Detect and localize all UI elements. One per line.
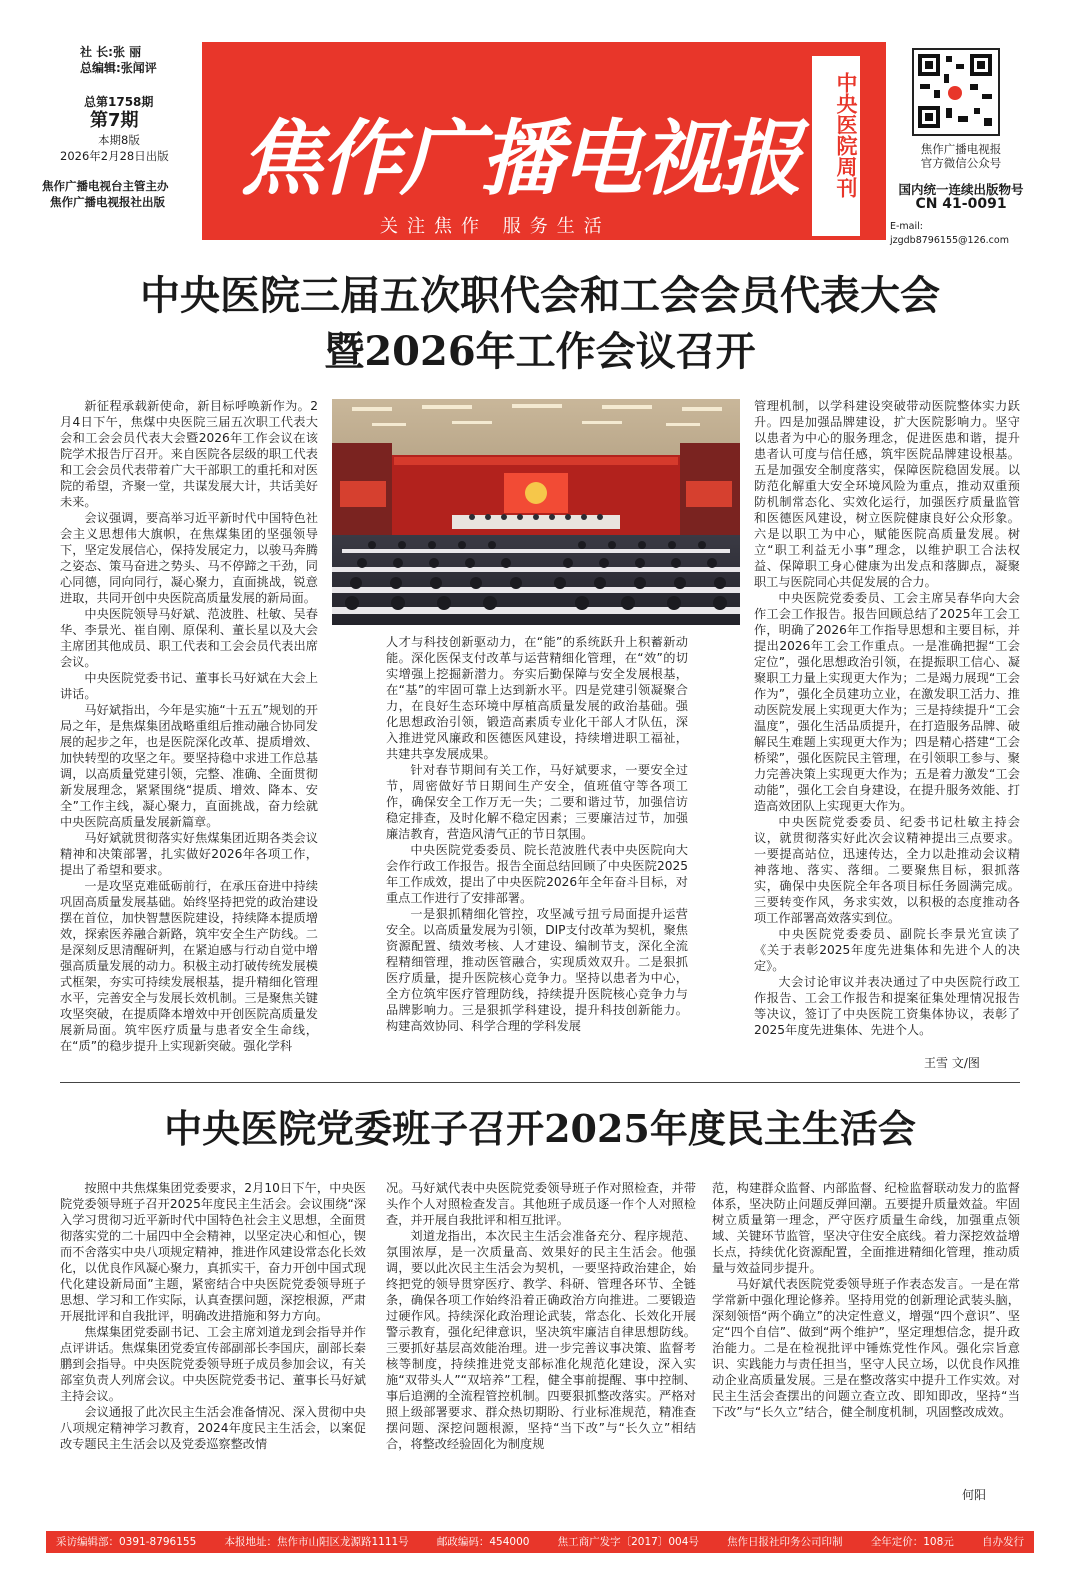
publish-date: 2026年2月28日出版 [60, 149, 169, 163]
article2-title: 中央医院党委班子召开2025年度民主生活会 [164, 1106, 916, 1151]
footer-price: 全年定价：108元 [870, 1536, 954, 1548]
wechat-label-2: 官方微信公众号 [920, 156, 1002, 170]
paragraph: 刘道龙指出，本次民主生活会准备充分、程序规范、氛围浓厚，是一次质量高、效果好的民主生活会。他强调，要以此次民主生活会为契机，一要坚持政治建企，始终把党的领导贯穿医疗、教学、科研、管理各环节、全链条，确保各项工作始终沿着正确政治方向推进。二要锻造过硬作风。持续深化政治理论武装，常态化、长效化开展警示教育，强化纪律意识，坚决筑牢廉洁自律思想防线。三要抓好基层高效能治理。进一步完善议事决策、监督考核等制度，持续推进党支部标准化规范化建设，深入实施“双带头人”“双培养”工程，健全事前提醒、事中控制、事后追溯的全流程管控机制。四要狠抓整改落实。严格对照上级部署要求、群众热切期盼、行业标准规范，精准查摆问题、深挖问题根源，坚持“当下改”与“长久立”相结合，将整改经验固化为制度规 [386, 1229, 696, 1451]
paragraph: 一是狠抓精细化管控，攻坚减亏扭亏局面提升运营安全。以高质量发展为引领，DIP支付改革为契机，聚焦资源配置、绩效考核、人才建设、编制节支，深化全流程精细管理，推动医管融合，实现质效双升。二是狠抓医疗质量，提升医院核心竞争力。坚持以患者为中心，全方位筑牢医疗管理防线，持续提升医院核心竞争力与品牌影响力。三是狠抓学科建设，提升科技创新能力。构建高效协同、科学合理的学科发展 [386, 907, 688, 1033]
footer-distribution: 自办发行 [981, 1536, 1024, 1548]
paragraph: 管理机制，以学科建设突破带动医院整体实力跃升。四是加强品牌建设，扩大医院影响力。坚守以患者为中心的服务理念，促进医患和谐，提升患者认可度与信任感，筑牢医院品牌建设根基。五是加强安全制度落实，保障医院稳固发展。以防范化解重大安全环境风险为重点，推动双重预防机制常态化、实效化运行，加强医疗质量监管和医德医风建设，树立医院健康良好公众形象。六是以职工为中心，赋能医院高质量发展。树立“职工利益无小事”理念，以维护职工合法权益、保障职工身心健康为出发点和落脚点，凝聚职工与医院同心共促发展的合力。 [754, 399, 1020, 589]
masthead-right-info [886, 142, 1036, 248]
paragraph: 新征程承载新使命，新目标呼唤新作为。2月4日下午，焦煤中央医院三届五次职工代表大会和工会会员代表大会暨2026年工作会议在该院学术报告厅召开。来自医院各层级的职工代表和工会会员代表带着广大干部职工的重托和对医院的希望，齐聚一堂，共谋发展大计，共话美好未来。 [60, 399, 318, 509]
article1-byline: 王雪 文/图 [924, 1056, 980, 1070]
paragraph: 马好斌指出，今年是实施“十五五”规划的开局之年，是焦煤集团战略重组后推动融合协同发展的起步之年，也是医院深化改革、提质增效、加快转型的攻坚之年。要坚持稳中求进工作总基调，以高质量党建引领，完整、准确、全面贯彻新发展理念，紧紧围绕“提质、增效、降本、安全”工作主线，凝心聚力，直面挑战，奋力绘就中央医院高质量发展新篇章。 [60, 703, 318, 829]
article2-column-1 [60, 1180, 366, 1484]
slogan: 关注焦作 服务生活 [380, 216, 611, 237]
sponsor: 焦作广播电视台主管主办 [42, 179, 169, 193]
footer-address: 本报地址：焦作市山阳区龙源路1111号 [224, 1536, 409, 1548]
paragraph: 中央医院党委委员、院长范波胜代表中央医院向大会作行政工作报告。报告全面总结回顾了中央医院2025年工作成效，提出了中央医院2026年全年奋斗目标，对重点工作进行了安排部署。 [386, 843, 688, 905]
footer-bar [46, 1531, 1034, 1553]
issue-number: 第7期 [90, 110, 139, 131]
page-count: 本期8版 [98, 133, 140, 147]
article1-title-line1: 中央医院三届五次职代会和工会会员代表大会 [140, 272, 940, 319]
article1-column-2 [386, 634, 688, 1072]
conference-photo [332, 399, 740, 625]
paragraph: 焦煤集团党委副书记、工会主席刘道龙到会指导并作点评讲话。焦煤集团党委宣传部副部长李国庆，副部长秦鹏到会指导。中央医院党委领导班子成员参加会议，有关部室负责人列席会议。中央医院党委书记、董事长马好斌主持会议。 [60, 1325, 366, 1403]
paragraph: 中央医院党委委员、副院长李景光宣读了《关于表彰2025年度先进集体和先进个人的决定》。 [754, 927, 1020, 973]
paper-name: 焦作广播电视报 [240, 111, 800, 207]
paragraph: 针对春节期间有关工作，马好斌要求，一要安全过节，周密做好节日期间生产安全，值班值守等各项工作，确保安全工作万无一失；二要和谐过节，加强信访稳定排查，及时化解不稳定因素；三要廉洁过节，加强廉洁教育，营造风清气正的节日氛围。 [386, 763, 688, 841]
paragraph: 一是攻坚克难砥砺前行，在承压奋进中持续巩固高质量发展基础。始终坚持把党的政治建设摆在首位，加快智慧医院建设，持续降本提质增效，探索医养融合新路，筑牢安全生产防线。二是深刻反思清醒研判，在紧迫感与行动自觉中增强高质量发展的动力。积极主动打破传统发展模式框架，夯实可持续发展根基，提升精细化管理水平，完善安全与发展长效机制。三是聚焦关键攻坚突破，在提质降本增效中开创医院高质量发展新局面。筑牢医疗质量与患者安全生命线，在“质”的稳步提升上实现新突破。强化学科 [60, 879, 318, 1053]
paragraph: 马好斌代表医院党委领导班子作表态发言。一是在常学常新中强化理论修养。坚持用党的创新理论武装头脑，深刻领悟“两个确立”的决定性意义，增强“四个意识”、坚定“四个自信”、做到“两个维护”，坚定理想信念，提升政治能力。二是在检视批评中锤炼党性作风。强化宗旨意识、实践能力与责任担当，坚守人民立场，以优良作风推动企业高质量发展。三是在整改落实中提升工作实效。对民主生活会查摆出的问题立查立改、即知即改，坚持“当下改”与“长久立”结合，健全制度机制，巩固整改成效。 [712, 1277, 1020, 1419]
footer-phone: 采访编辑部：0391-8796155 [56, 1536, 197, 1548]
wechat-label-1: 焦作广播电视报 [920, 142, 1002, 156]
paragraph: 人才与科技创新驱动力，在“能”的系统跃升上积蓄新动能。深化医保支付改革与运营精细化管理，在“效”的切实增强上挖掘新潜力。夯实后勤保障与安全发展根基，在“基”的牢固可靠上达到新水平。四是党建引领凝聚合力，在良好生态环境中厚植高质量发展的政治基础。强化思想政治引领，锻造高素质专业化干部人才队伍，深入推进党风廉政和医德医风建设，持续增进职工福祉，共建共享发展成果。 [386, 635, 688, 761]
footer-license: 焦工商广发字〔2017〕004号 [557, 1536, 699, 1548]
footer-printer: 焦作日报社印务公司印制 [727, 1536, 843, 1548]
masthead-banner [202, 42, 886, 240]
paragraph: 大会讨论审议并表决通过了中央医院行政工作报告、工会工作报告和提案征集处理情况报告等决议，签订了中央医院工资集体协议，表彰了2025年度先进集体、先进个人。 [754, 975, 1020, 1037]
paragraph: 中央医院领导马好斌、范波胜、杜敏、吴春华、李景光、崔自刚、原保利、董长星以及大会主席团其他成员、职工代表和工会会员代表出席会议。 [60, 607, 318, 669]
article2-column-2 [386, 1180, 696, 1484]
paragraph: 中央医院党委书记、董事长马好斌在大会上讲话。 [60, 671, 318, 701]
chief-editor: 总编辑:张闻评 [80, 61, 157, 75]
article1-title-line2: 暨2026年工作会议召开 [324, 328, 756, 375]
paragraph: 马好斌就贯彻落实好焦煤集团近期各类会议精神和决策部署，扎实做好2026年各项工作，提出了希望和要求。 [60, 831, 318, 877]
paragraph: 会议通报了此次民主生活会准备情况、深入贯彻中央八项规定精神学习教育，2024年度民主生活会，以案促改专题民主生活会以及党委巡察整改情 [60, 1405, 366, 1451]
article2-byline: 何阳 [962, 1488, 987, 1502]
serial-number: CN 41-0091 [915, 196, 1007, 212]
paragraph: 范，构建群众监督、内部监督、纪检监督联动发力的监督体系，坚决防止问题反弹回潮。五要提升质量效益。牢固树立质量第一理念，严守医疗质量生命线，加强重点领域、关键环节监管，坚决守住安全底线。着力深挖效益增长点，持续优化资源配置，全面推进精细化管理，推动质量与效益同步提升。 [712, 1181, 1020, 1275]
total-issue: 总第1758期 [84, 95, 154, 109]
president: 社 长:张 丽 [80, 45, 142, 59]
article2-column-3 [712, 1180, 1020, 1470]
paragraph: 中央医院党委委员、工会主席吴春华向大会作工会工作报告。报告回顾总结了2025年工会工作，明确了2026年工作指导思想和主要目标，并提出2026年工会工作重点。一是准确把握“工会定位”，强化思想政治引领，在提振职工信心、凝聚职工力量上实现更大作为；二是竭力展现“工会作为”，强化全员建功立业，在激发职工活力、推动医院发展上实现更大作为；三是持续提升“工会温度”，强化生活品质提升，在打造服务品牌、破解民生难题上实现更大作为；四是精心搭建“工会桥梁”，强化医院民主管理，在引领职工参与、聚力完善决策上实现更大作为；五是着力激发“工会动能”，强化工会自身建设，在提升服务效能、打造高效团队上实现更大作为。 [754, 591, 1020, 813]
edition-label-box [812, 56, 860, 236]
paragraph: 况。马好斌代表中央医院党委领导班子作对照检查，并带头作个人对照检查发言。其他班子成员逐一作个人对照检查，并开展自我批评和相互批评。 [386, 1181, 696, 1227]
article1-column-3 [754, 398, 1020, 1050]
paragraph: 按照中共焦煤集团党委要求，2月10日下午，中央医院党委领导班子召开2025年度民主生活会。会议围绕“深入学习贯彻习近平新时代中国特色社会主义思想，全面贯彻落实党的二十届四中全会精神，以坚定决心和恒心，锲而不舍落实中央八项规定精神，推进作风建设常态化长效化，以优良作风凝心聚力，真抓实干，奋力开创中国式现代化建设新局面”主题，紧密结合中央医院党委领导班子思想、学习和工作实际，认真查摆问题，深挖根源，严肃开展批评和自我批评，明确改进措施和努力方向。 [60, 1181, 366, 1323]
qr-code-icon [912, 48, 1000, 136]
article1-column-1 [60, 398, 318, 1072]
footer-postcode: 邮政编码：454000 [436, 1536, 530, 1548]
edition-label: 中央医院周刊 [834, 72, 859, 198]
paragraph: 会议强调，要高举习近平新时代中国特色社会主义思想伟大旗帜，在焦煤集团的坚强领导下，坚定发展信心，保持发展定力，以骏马奔腾之姿态、策马奋进之势头、马不停蹄之干劲，同心同德，同向同行，凝心聚力，直面挑战，锐意进取，共同开创中央医院高质量发展的新局面。 [60, 511, 318, 605]
section-divider [60, 1082, 1020, 1083]
paragraph: 中央医院党委委员、纪委书记杜敏主持会议，就贯彻落实好此次会议精神提出三点要求。一要提高站位，迅速传达，全力以赴推动会议精神落地、落实、落细。二要聚焦目标，狠抓落实，确保中央医院全年各项目标任务圆满完成。三要转变作风，务求实效，以积极的态度推动各项工作部署高效落实到位。 [754, 815, 1020, 925]
masthead-left-info [42, 44, 200, 210]
publisher: 焦作广播电视报社出版 [50, 195, 165, 209]
email: E-mail: jzgdb8796155@126.com [890, 221, 1009, 246]
serial-label: 国内统一连续出版物号 [898, 182, 1024, 197]
